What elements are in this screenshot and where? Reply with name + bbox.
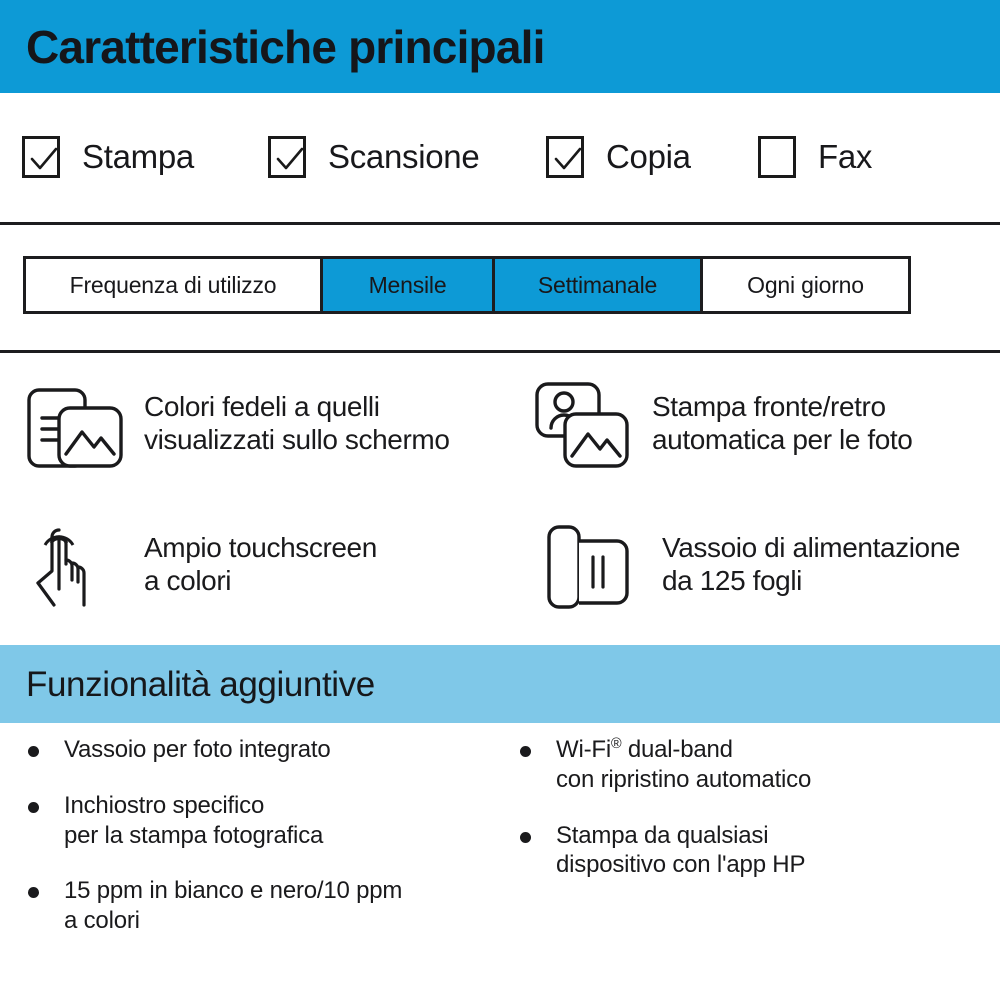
bullet-line-1: Stampa da qualsiasi xyxy=(556,821,769,849)
checkbox-copia[interactable] xyxy=(546,136,584,178)
checkbox-label-fax: Fax xyxy=(818,138,873,175)
bullet-dot-icon xyxy=(28,887,39,898)
functions-checkbox-row xyxy=(22,131,962,183)
bullet-line-1: 15 ppm in bianco e nero/10 ppm xyxy=(64,877,403,905)
list-item xyxy=(20,791,510,851)
bullet-column-left xyxy=(20,735,510,962)
frequency-row-label: Frequenza di utilizzo xyxy=(26,259,323,311)
feature-line-1: Stampa fronte/retro xyxy=(652,391,886,423)
bullet-text xyxy=(64,791,323,851)
checkbox-item-scansione[interactable] xyxy=(268,136,546,178)
bullet-line-2: a colori xyxy=(64,907,140,934)
checkbox-label-copia: Copia xyxy=(606,138,691,175)
feature-item-touchscreen xyxy=(0,494,508,635)
document-photo-icon xyxy=(20,369,130,479)
feature-text-paper-tray xyxy=(662,532,960,597)
feature-line-1: Vassoio di alimentazione xyxy=(662,532,961,564)
paper-tray-icon xyxy=(538,510,648,620)
checkbox-label-stampa: Stampa xyxy=(82,138,194,175)
frequency-segmented-control xyxy=(23,256,911,314)
frequency-section xyxy=(0,225,1000,350)
bullet-text xyxy=(64,876,402,936)
list-item xyxy=(20,876,510,936)
check-icon xyxy=(273,144,307,176)
bullet-line-1: Wi-Fi® dual-band xyxy=(556,736,733,763)
check-icon xyxy=(27,144,61,176)
touchscreen-tap-icon xyxy=(20,510,130,620)
feature-line-2: automatica per le foto xyxy=(652,423,913,455)
bullet-dot-icon xyxy=(28,802,39,813)
list-item xyxy=(512,735,982,795)
bullet-line-2: dispositivo con l'app HP xyxy=(556,851,806,879)
bullet-text xyxy=(556,735,811,795)
list-item xyxy=(512,821,982,881)
frequency-option-settimanale[interactable]: Settimanale xyxy=(495,259,703,311)
feature-line-1: Ampio touchscreen xyxy=(144,532,377,564)
feature-text-color-accuracy xyxy=(144,391,450,456)
page-title: Caratteristiche principali xyxy=(26,20,545,73)
feature-line-2: da 125 fogli xyxy=(662,564,802,596)
bullet-line-1: Inchiostro specifico xyxy=(64,791,265,819)
feature-item-duplex-photo xyxy=(508,353,1000,494)
feature-text-touchscreen xyxy=(144,532,377,597)
checkbox-label-scansione: Scansione xyxy=(328,138,480,175)
feature-text-duplex-photo xyxy=(652,391,912,456)
bullet-dot-icon xyxy=(28,746,39,757)
functions-section xyxy=(0,93,1000,225)
frequency-option-mensile[interactable]: Mensile xyxy=(323,259,495,311)
checkbox-item-copia[interactable] xyxy=(546,136,758,178)
checkbox-item-stampa[interactable] xyxy=(22,136,268,178)
features-grid xyxy=(0,353,1000,635)
check-icon xyxy=(551,144,585,176)
checkbox-item-fax[interactable] xyxy=(758,136,958,178)
bullet-line-2: con ripristino automatico xyxy=(556,765,812,793)
checkbox-scansione[interactable] xyxy=(268,136,306,178)
feature-item-color-accuracy xyxy=(0,353,508,494)
checkbox-stampa[interactable] xyxy=(22,136,60,178)
bullet-dot-icon xyxy=(520,832,531,843)
list-item xyxy=(20,735,510,765)
feature-line-2: a colori xyxy=(144,564,232,596)
bullet-line-1: Vassoio per foto integrato xyxy=(64,736,331,763)
features-section xyxy=(0,353,1000,645)
registered-mark: ® xyxy=(610,736,622,752)
feature-item-paper-tray xyxy=(508,494,1000,635)
checkbox-fax[interactable] xyxy=(758,136,796,178)
bullet-text xyxy=(556,821,805,881)
frequency-option-ogni-giorno[interactable]: Ogni giorno xyxy=(703,259,908,311)
bullet-dot-icon xyxy=(520,746,531,757)
additional-features-band xyxy=(0,645,1000,723)
additional-features-title: Funzionalità aggiuntive xyxy=(26,664,375,704)
feature-line-1: Colori fedeli a quelli xyxy=(144,391,380,423)
feature-line-2: visualizzati sullo schermo xyxy=(144,423,450,455)
duplex-photo-icon xyxy=(528,369,638,479)
additional-features-list xyxy=(0,735,1000,965)
bullet-text xyxy=(64,735,331,765)
bullet-line-2: per la stampa fotografica xyxy=(64,821,324,849)
bullet-column-right xyxy=(512,735,982,906)
header-band xyxy=(0,0,1000,93)
